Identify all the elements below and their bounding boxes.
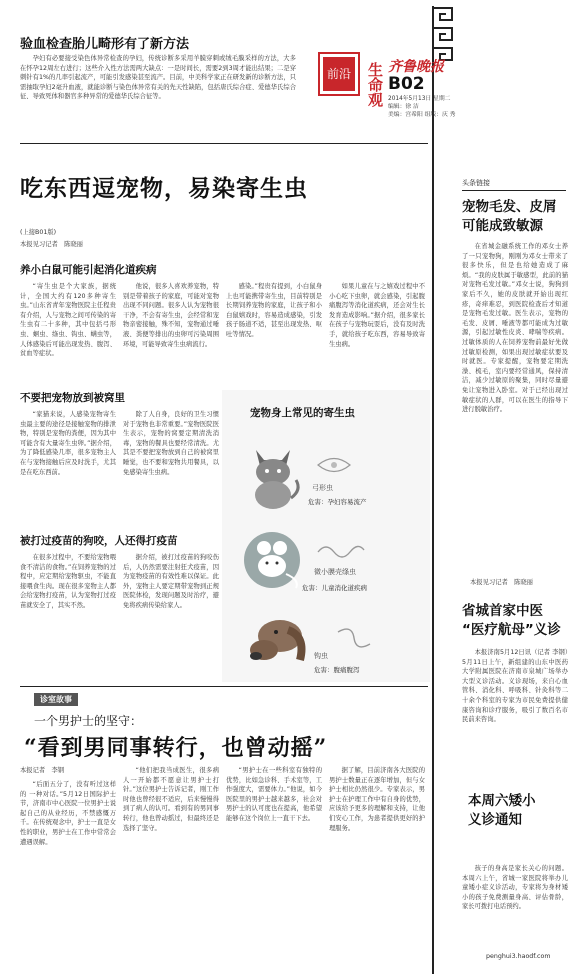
decorative-border: [432, 6, 444, 974]
paper-logo: 齐鲁晚报: [388, 59, 444, 75]
sub1-col-1: “寄生虫是个大家族，据统计，全国大约有120多种寄生虫。”山东省青年宠物医院主任程贵有介绍，人与宠物之间可传染的寄生虫有二十多种，其中包括弓形虫、蛔虫、绦虫、钩虫、螨虫等，人体感染后可能出现发热、腹泻、贫血等症状。: [20, 283, 116, 358]
diagnosis-col-1: “后面五分了，没有听过这样的 一种对话。”5月12日国际护士节，济南市中心医院一位男护士说起自己的从业经历，不禁感慨万千。在传统观念中，护士一直是女性的职业，男护士在工作中常常会遭遇误解。: [20, 781, 116, 846]
side-title-2-line-2: “医疗航母”义诊: [462, 622, 561, 638]
figure-title: 宠物身上常见的寄生虫: [250, 407, 355, 419]
section-box-label: 前沿: [323, 57, 355, 91]
side-kicker: 头条链接: [462, 178, 566, 191]
diagnosis-col-4: 据了解，目前济南各大医院的男护士数量正在逐年增加，但与女护士相比仍然很少。专家表示，男护士在护理工作中有自身的优势，应该给予更多的理解和支持，让他们安心工作，为患者提供更好的护理服务。: [329, 767, 425, 832]
section-box: [318, 52, 360, 96]
side-body-1: 在省城金融系统工作的邓女士养了一只宠物狗，刚刚为邓女士带来了很多快乐，但是也给她造成了麻烦。“我的皮肤属于敏感型，此前的猫对宠物毛发过敏。”邓女士说，狗狗到家后不久，她的皮肤就开始出现红疹，奇痒难忍，到医院检查后才知道是宠物毛发过敏。医生表示，宠物的毛发、皮屑、唾液等都可能成为过敏源，引起过敏性皮炎、哮喘等疾病。过敏体质的人在饲养宠物前最好先做过敏原检测，如果出现过敏症状要及时就医。专家提醒，宠物要定期洗澡、梳毛，室内要经常通风，保持清洁，减少过敏原的聚集，同时尽量避免让宠物进入卧室。对于已经出现过敏症状的人群，可以在医生的指导下进行脱敏治疗。: [462, 243, 568, 414]
subhead-3: 被打过疫苗的狗咬，人还得打疫苗: [20, 535, 178, 547]
tapeworm-icon: [316, 540, 366, 562]
sub3-col-1: 在很多过程中，不要给宠物喂食不清洁的食物。”在饲养宠物的过程中，应定期给宠物驱虫，不能直接喂食生肉。现在很多宠物主人都会给宠物打疫苗，认为宠物打过疫苗就安全了，其实不然。: [20, 554, 116, 609]
parasite-danger-1: 危害：孕妇容易流产: [308, 498, 367, 506]
designer-credit: 美编：宫希阳 组版：庆 秀: [388, 112, 456, 118]
side-title-3: [468, 792, 536, 830]
sub2-col-1: “家猫来说，人感染宠物寄生虫最主要的途径是接触宠物的排泄物，特别是宠物的粪便，因为其中可能含有大量寄生虫卵。”据介绍，为了降低感染几率，很多宠物主人在与宠物接触后应及时洗手，尤其是在吃东西前。: [20, 411, 116, 476]
issue-date: 2014年5月13日 星期二: [388, 96, 451, 102]
side-title-1-line-1: 宠物毛发、皮屑: [462, 199, 557, 215]
diagnosis-byline: 本报记者 李钢: [20, 767, 65, 774]
dog-icon: [242, 610, 312, 672]
main-story-byline: 本报见习记者 陈晓丽: [20, 241, 83, 248]
top-story-body: 孕妇有必要接受染色体异常检查的孕妇，传统诊断多采用羊膜穿刺或绒毛膜采样的方法，大多在怀孕12周左右进行；这些介入性方法需两大缺点：一是时间长，需要2到3周才能出结果；二是穿刺针有1%的几率引起流产，可能引发感染甚至流产。目前，中美科学家正在研发新的诊断方法，只需抽取孕妇2毫升血液，就能诊断与染色体异常有关的先天性缺陷，包括唐氏综合症、爱德华氏综合征、导致死体和器官多种异常的爱德华氏综合征等。: [20, 55, 296, 101]
side-title-3-line-1: 本周六矮小: [468, 793, 536, 809]
main-story-title: 吃东西逗宠物，易染寄生虫: [20, 176, 308, 202]
sub1-col-3: 感染。”程贵有提到，小白鼠身上也可能携带寄生虫，目前特别是长期饲养宠物的家庭，让孩子和小白鼠嬉戏时，容易造成感染，引发孩子肠道不适，甚至出现发热、呕吐等情况。: [226, 283, 322, 338]
sub3-col-2: 据介绍，被打过疫苗的狗咬伤后，人仍然需要注射狂犬疫苗，因为宠物疫苗的有效性难以保证。此外，宠物主人要定期带宠物到正规医院体检，发现问题及时治疗，避免将疾病传染给家人。: [123, 554, 219, 609]
sub1-col-2: 他说，很多人喜欢养宠物，特别是带着孩子的家庭，可能对宠物出现不同问题。很多人认为宠物很干净，不会有寄生虫，会经常和宠物亲密接触，殊不知，宠物通过唾液、粪便等排出的虫卵可污染周围环境，可能导致寄生虫病流行。: [123, 283, 219, 348]
mouse-icon: [236, 530, 308, 590]
website-link[interactable]: penghui3.haodf.com: [486, 953, 551, 960]
section-name: 生命观: [366, 62, 384, 107]
parasite-name-3: 钩虫: [314, 652, 328, 660]
side-byline-1: 本报见习记者 陈晓丽: [470, 579, 533, 586]
diagnosis-title: “看到男同事转行，也曾动摇”: [24, 735, 328, 761]
side-body-2: 本报济南5月12日讯（记者 李钢）5月11日上午，新组建的山东中医药大学附属医院在济南市泉城广场举办大型义诊活动。义诊现场，来自心血管科、消化科、呼吸科、针灸科等二十余个科室的专家为市民免费提供健康咨询和诊疗服务，吸引了数百名市民前来咨询。: [462, 649, 568, 724]
side-title-1: [462, 198, 557, 236]
page-code: B02: [388, 74, 425, 94]
side-title-3-line-2: 义诊通知: [468, 812, 522, 828]
sub1-col-4: 如果儿童在与之嬉戏过程中不小心吃下虫卵，就会感染，引起腹痛腹泻等消化道疾病，还会对生长发育造成影响。”据介绍，很多家长在孩子与宠物玩耍后，没有及时洗手，就给孩子吃东西，容易导致寄生虫病。: [329, 283, 425, 348]
parasite-name-1: 弓形虫: [312, 484, 333, 492]
hookworm-icon: [334, 626, 374, 652]
parasite-name-2: 微小膜壳绦虫: [314, 568, 356, 576]
diagnosis-col-3: “男护士在一些科室有独特的优势，比如急诊科、手术室等，工作强度大，需要体力。”他说，如今医院里的男护士越来越多，社会对男护士的认可度也在提高，他希望能够在这个岗位上一直干下去。: [226, 767, 322, 822]
main-story-note: (上接B01版): [20, 229, 57, 236]
toxoplasma-icon: [314, 452, 354, 478]
parasite-danger-3: 危害：腹痛腹泻: [314, 666, 360, 674]
side-body-3: 孩子的身高是家长关心的问题。本周六上午，省城一家医院将举办儿童矮小症义诊活动，专家将为身材矮小的孩子免费测量身高、评估骨龄，家长可拨打电话预约。: [462, 865, 568, 911]
diagnosis-pretitle: 一个男护士的坚守：: [34, 714, 143, 728]
divider-top: [20, 143, 428, 144]
sub2-col-2: 除了人自身，良好的卫生习惯对于宠物也非常重要。”宠物医院医生表示，宠物的窝要定期清洗消毒，宠物的餐具也要经常清洗。尤其是不要把宠物放到自己的被窝里睡觉，也不要和宠物共用餐具，以免感染寄生虫病。: [123, 411, 219, 476]
diagnosis-col-2: “他们把我当成医生，很多病人一开始都不愿意让男护士打针。”这位男护士告诉记者，刚工作时他也曾经很不适应，后来慢慢得到了病人的认可。看到有的男同事转行，他也曾动摇过，但最终还是选择了坚守。: [123, 767, 219, 832]
diagnosis-kicker: 诊室故事: [34, 693, 78, 706]
divider-bottom: [20, 686, 428, 687]
editor-credit: 编辑：徐 洁: [388, 104, 419, 110]
cat-icon: [242, 440, 304, 510]
side-title-2: [462, 602, 561, 640]
side-title-1-line-2: 可能成致敏源: [462, 218, 543, 234]
top-story-title: 验血检查胎儿畸形有了新方法: [20, 37, 190, 52]
parasite-danger-2: 危害：儿童消化道疾病: [302, 584, 367, 592]
subhead-2: 不要把宠物放到被窝里: [20, 392, 125, 404]
parasite-figure: [222, 390, 430, 682]
subhead-1: 养小白鼠可能引起消化道疾病: [20, 264, 157, 276]
side-title-2-line-1: 省城首家中医: [462, 603, 543, 619]
